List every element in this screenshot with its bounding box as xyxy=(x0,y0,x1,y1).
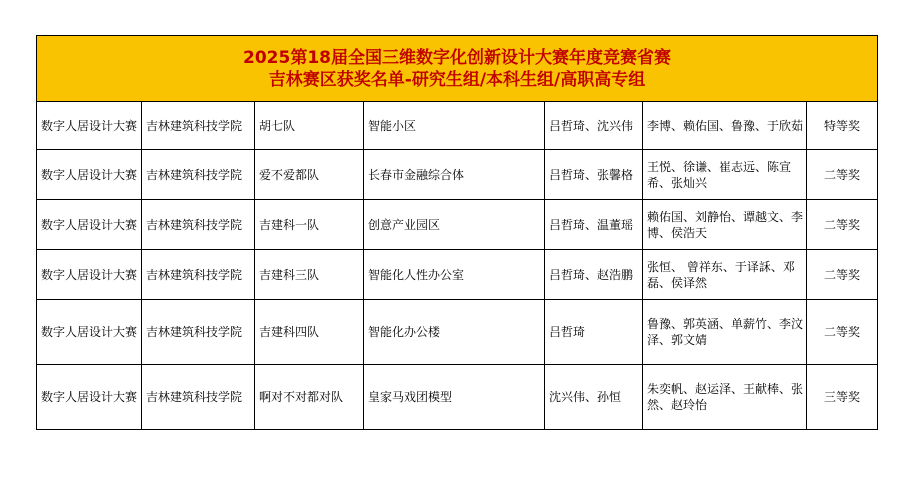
project-cell: 长春市金融综合体 xyxy=(364,150,545,200)
team-cell: 胡七队 xyxy=(255,102,364,150)
school-cell: 吉林建筑科技学院 xyxy=(142,200,255,250)
table-row xyxy=(37,102,878,150)
competition-cell: 数字人居设计大赛 xyxy=(37,150,142,200)
award-cell: 二等奖 xyxy=(807,150,878,200)
table-row xyxy=(37,365,878,430)
project-cell: 智能化人性办公室 xyxy=(364,250,545,300)
advisor-cell: 吕哲琦、沈兴伟 xyxy=(545,102,643,150)
members-cell: 张恒、 曾祥东、于译訸、邓磊、侯译然 xyxy=(643,250,807,300)
school-cell: 吉林建筑科技学院 xyxy=(142,150,255,200)
members-cell: 赖佑国、刘静怡、谭越文、李博、侯浩天 xyxy=(643,200,807,250)
school-cell: 吉林建筑科技学院 xyxy=(142,250,255,300)
project-cell: 皇家马戏团模型 xyxy=(364,365,545,430)
team-cell: 啊对不对都对队 xyxy=(255,365,364,430)
advisor-cell: 吕哲琦、张馨格 xyxy=(545,150,643,200)
project-cell: 智能化办公楼 xyxy=(364,300,545,365)
table-row xyxy=(37,250,878,300)
advisor-cell: 吕哲琦 xyxy=(545,300,643,365)
school-cell: 吉林建筑科技学院 xyxy=(142,300,255,365)
title-row xyxy=(37,36,878,102)
advisor-cell: 沈兴伟、孙恒 xyxy=(545,365,643,430)
award-cell: 特等奖 xyxy=(807,102,878,150)
title-line-2: 吉林赛区获奖名单-研究生组/本科生组/高职高专组 xyxy=(268,69,646,90)
competition-cell: 数字人居设计大赛 xyxy=(37,365,142,430)
award-cell: 二等奖 xyxy=(807,250,878,300)
team-cell: 吉建科四队 xyxy=(255,300,364,365)
award-cell: 二等奖 xyxy=(807,200,878,250)
competition-cell: 数字人居设计大赛 xyxy=(37,250,142,300)
table-row xyxy=(37,150,878,200)
competition-cell: 数字人居设计大赛 xyxy=(37,200,142,250)
title-line-1: 2025第18届全国三维数字化创新设计大赛年度竞赛省赛 xyxy=(243,47,671,68)
advisor-cell: 吕哲琦、温董瑶 xyxy=(545,200,643,250)
team-cell: 爱不爱都队 xyxy=(255,150,364,200)
school-cell: 吉林建筑科技学院 xyxy=(142,102,255,150)
award-cell: 三等奖 xyxy=(807,365,878,430)
members-cell: 王悦、徐谦、崔志远、陈宣希、张灿兴 xyxy=(643,150,807,200)
advisor-cell: 吕哲琦、赵浩鹏 xyxy=(545,250,643,300)
table-title xyxy=(37,36,878,102)
team-cell: 吉建科三队 xyxy=(255,250,364,300)
table-row xyxy=(37,200,878,250)
award-cell: 二等奖 xyxy=(807,300,878,365)
project-cell: 创意产业园区 xyxy=(364,200,545,250)
project-cell: 智能小区 xyxy=(364,102,545,150)
competition-cell: 数字人居设计大赛 xyxy=(37,300,142,365)
competition-cell: 数字人居设计大赛 xyxy=(37,102,142,150)
members-cell: 朱奕帆、赵运泽、王献棒、张然、赵玲怡 xyxy=(643,365,807,430)
school-cell: 吉林建筑科技学院 xyxy=(142,365,255,430)
award-table xyxy=(36,35,878,430)
table-row xyxy=(37,300,878,365)
members-cell: 李博、赖佑国、鲁豫、于欣茹 xyxy=(643,102,807,150)
team-cell: 吉建科一队 xyxy=(255,200,364,250)
members-cell: 鲁豫、郭英涵、单薪竹、李汶泽、郭文婧 xyxy=(643,300,807,365)
